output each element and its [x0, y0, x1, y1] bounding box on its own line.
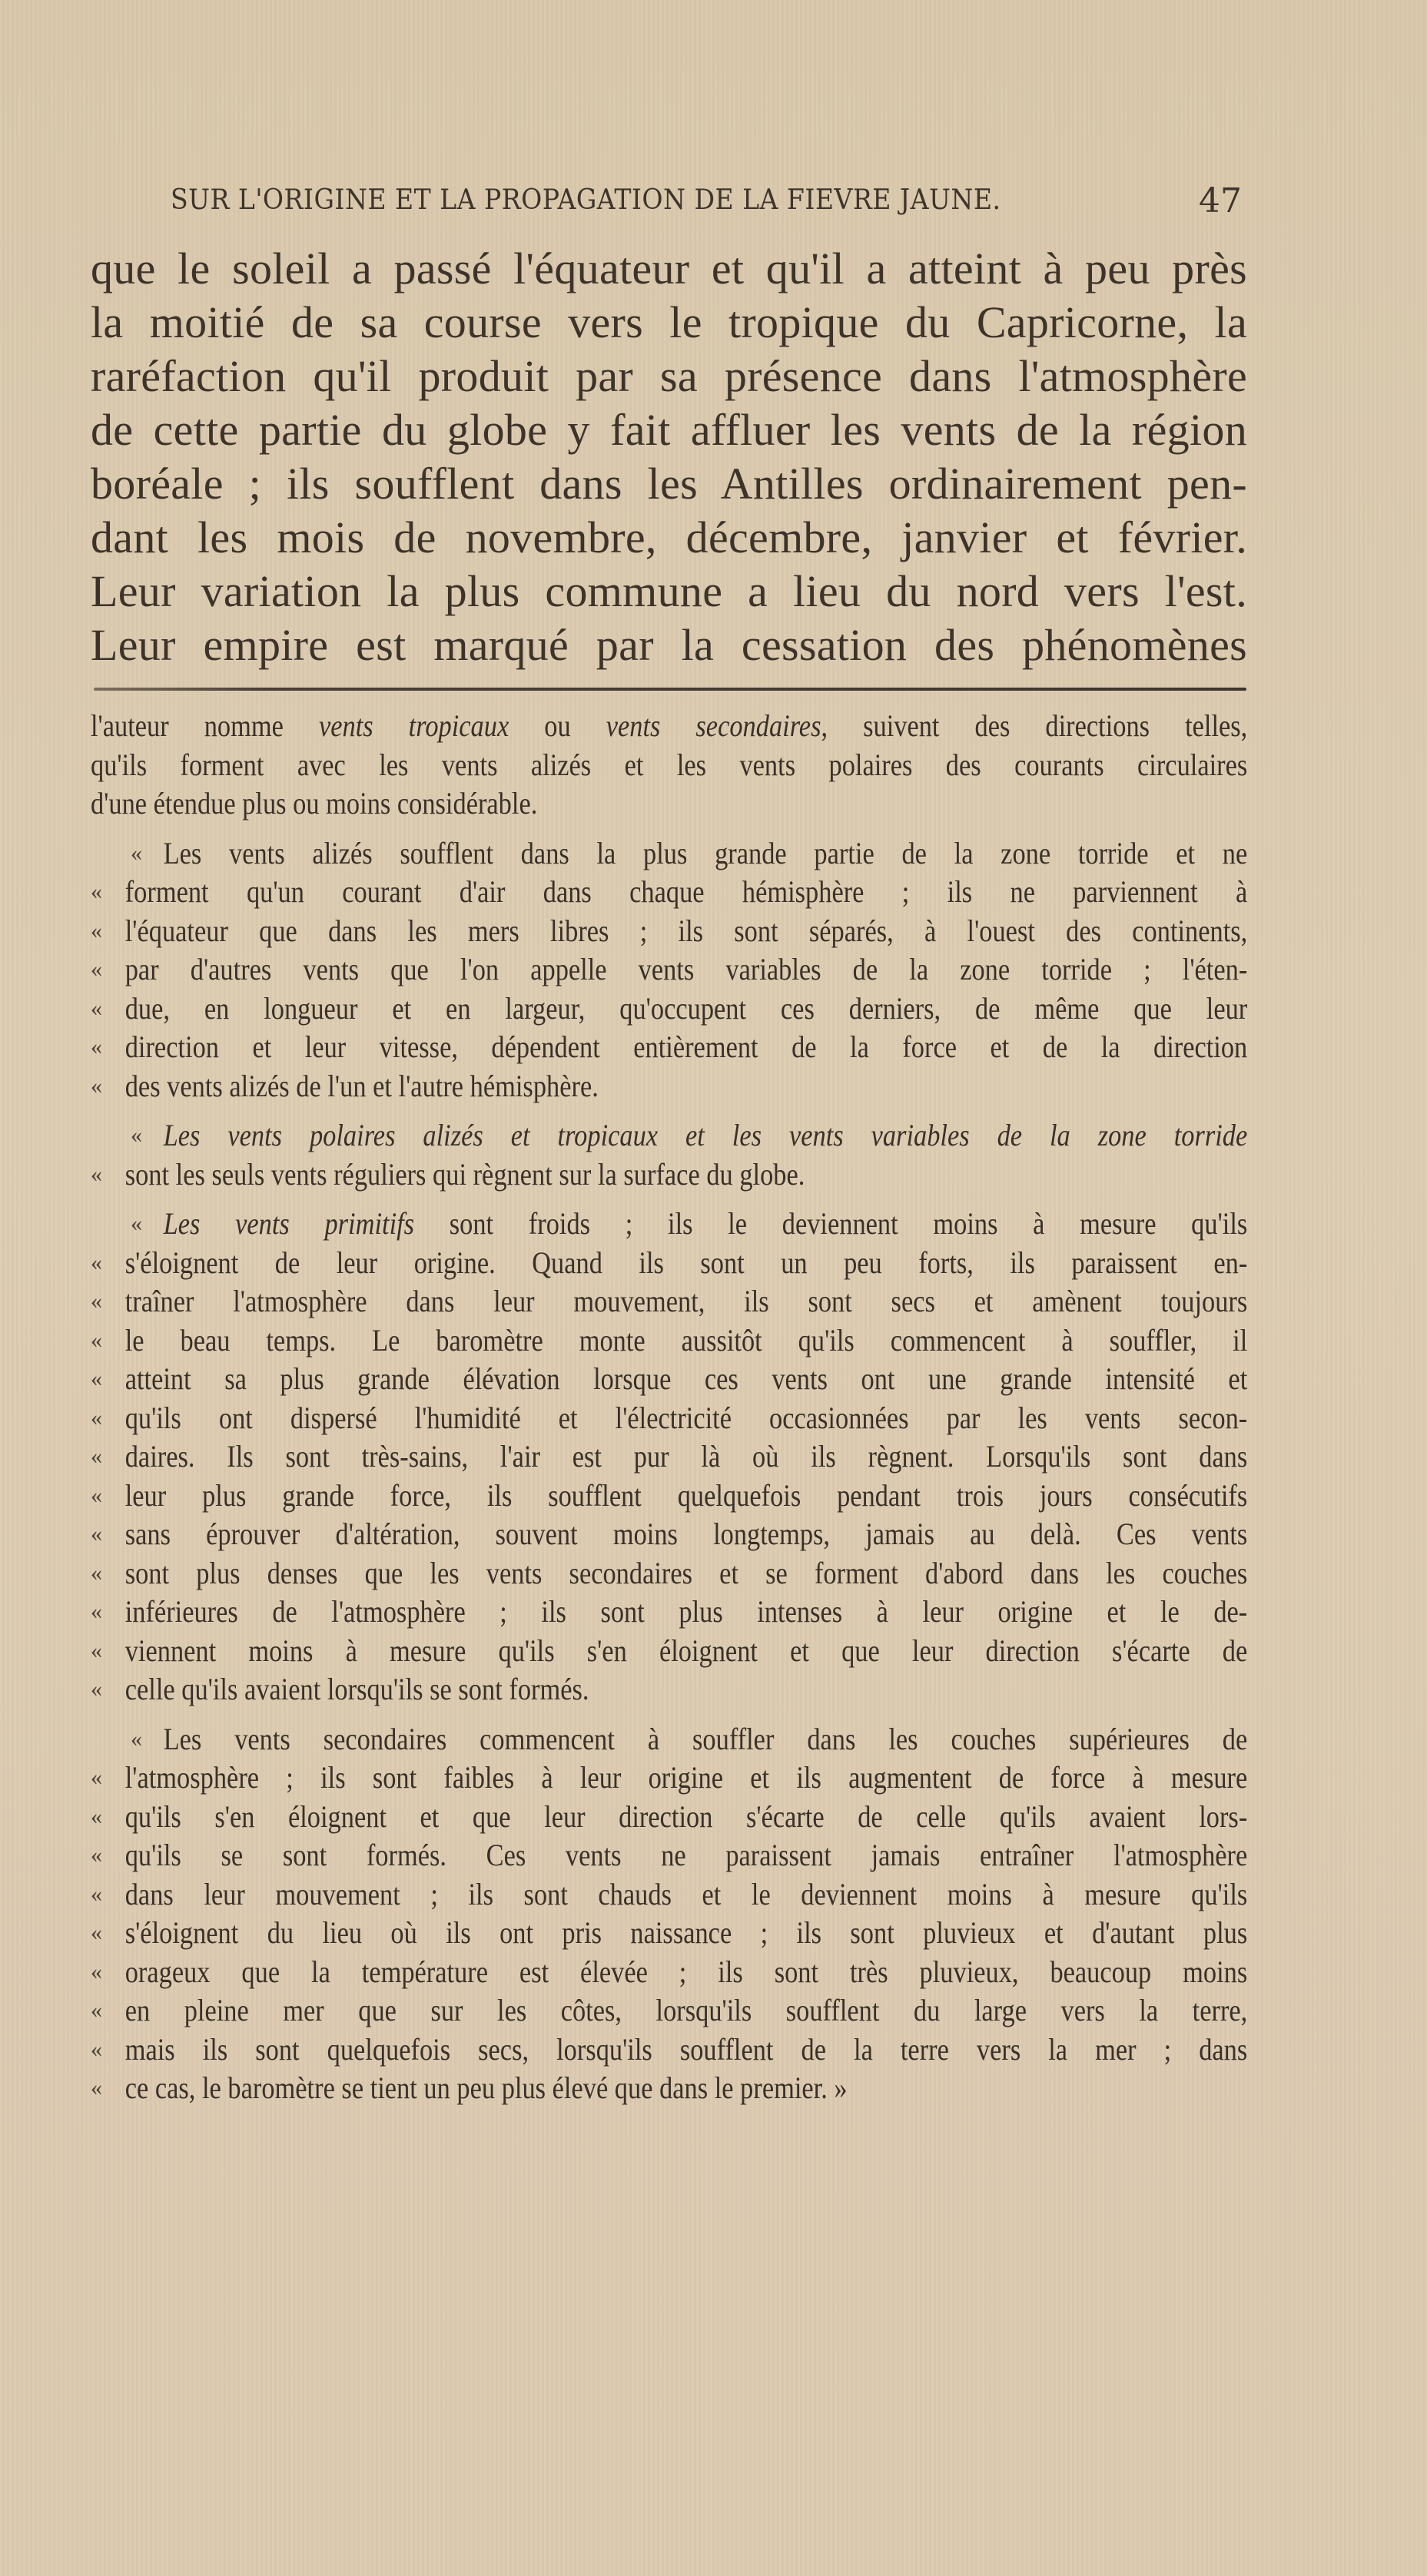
- guillemet-quote-mark: «: [91, 1958, 102, 1984]
- footnote-line: [91, 1632, 1247, 1671]
- footnote-block: [91, 707, 1247, 2108]
- text-segment: Les vents secondaires commencent à souffler dans les couches supérieures de: [163, 1721, 1248, 1756]
- text-segment: l'équateur que dans les mers libres ; ils sont séparés, à l'ouest des continents,: [124, 913, 1248, 948]
- footnote-line-text: [91, 834, 1247, 874]
- guillemet-quote-mark: «: [91, 917, 102, 943]
- guillemet-quote-mark: «: [91, 1637, 102, 1663]
- footnote-line-text: [91, 1759, 1247, 1798]
- footnote-line: [91, 1116, 1247, 1155]
- footnote-line: [91, 1437, 1247, 1477]
- text-segment: sont plus denses que les vents secondaires et se forment d'abord dans les couches: [124, 1555, 1248, 1590]
- guillemet-quote-mark: «: [131, 840, 142, 866]
- footnote-line-text: [91, 1632, 1247, 1671]
- footnote-line-text: [91, 1116, 1247, 1155]
- main-text-line: de cette partie du globe y fait affluer les vents de la région: [91, 405, 1247, 455]
- footnote-line: [91, 1953, 1247, 1992]
- text-segment: ou: [509, 708, 606, 743]
- footnote-line: [91, 1205, 1247, 1244]
- footnote-line: [91, 1244, 1247, 1283]
- footnote-line-text: [91, 1914, 1247, 1953]
- footnote-line: [91, 1067, 1247, 1106]
- footnote-line: [91, 1593, 1247, 1632]
- footnote-line: [91, 1670, 1247, 1709]
- footnote-line: [91, 1515, 1247, 1554]
- footnote-line-text: [91, 1155, 1247, 1195]
- text-segment: dans leur mouvement ; ils sont chauds et le deviennent moins à mesure qu'ils: [124, 1876, 1248, 1911]
- text-segment: l'atmosphère ; ils sont faibles à leur origine et ils augmentent de force à mesure: [124, 1760, 1248, 1795]
- footnote-line: [91, 1991, 1247, 2031]
- text-segment: atteint sa plus grande élévation lorsque ces vents ont une grande intensité et: [124, 1361, 1248, 1396]
- italic-term: vents tropicaux: [318, 708, 509, 743]
- text-segment: due, en longueur et en largeur, qu'occupent ces derniers, de même que leur: [124, 990, 1248, 1026]
- footnote-line: [91, 1477, 1247, 1516]
- footnote-line: [91, 1399, 1247, 1438]
- footnote-line-text: [91, 1515, 1247, 1554]
- text-segment: leur plus grande force, ils soufflent quelquefois pendant trois jours consécutifs: [124, 1477, 1248, 1513]
- guillemet-quote-mark: «: [91, 1482, 102, 1508]
- footnote-line-text: [91, 1360, 1247, 1399]
- footnote-line-text: [91, 746, 1247, 785]
- footnote-line-text: [91, 1028, 1247, 1067]
- page-number: 47: [1199, 181, 1242, 220]
- guillemet-quote-mark: «: [91, 1881, 102, 1907]
- footnote-line-text: [91, 1554, 1247, 1593]
- text-segment: sans éprouver d'altération, souvent moins longtemps, jamais au delà. Ces vents: [124, 1517, 1248, 1551]
- footnote-line: [91, 2031, 1247, 2070]
- text-segment: traîner l'atmosphère dans leur mouvement, ils sont secs et amènent toujours: [124, 1284, 1248, 1318]
- footnote-line: [91, 784, 1247, 824]
- text-segment: des vents alizés de l'un et l'autre hémisphère.: [124, 1068, 599, 1103]
- guillemet-quote-mark: «: [91, 1034, 102, 1059]
- footnote-line-text: [91, 707, 1247, 746]
- text-segment: Les vents alizés soufflent dans la plus grande partie de la zone torride et ne: [163, 835, 1248, 870]
- footnote-line: [91, 1360, 1247, 1399]
- guillemet-quote-mark: «: [91, 1288, 102, 1314]
- guillemet-quote-mark: «: [91, 1327, 102, 1353]
- main-text-line: boréale ; ils soufflent dans les Antilles ordinairement pen-: [91, 459, 1247, 509]
- text-segment: inférieures de l'atmosphère ; ils sont plus intenses à leur origine et le de-: [124, 1594, 1248, 1629]
- guillemet-quote-mark: «: [91, 1997, 102, 2023]
- guillemet-quote-mark: «: [91, 995, 102, 1021]
- footnote-line-text: [91, 1836, 1247, 1875]
- footnote-line: [91, 1836, 1247, 1875]
- text-segment: sont froids ; ils le deviennent moins à mesure qu'ils: [414, 1206, 1248, 1241]
- footnote-line-text: [91, 912, 1247, 951]
- footnote-line-text: [91, 1437, 1247, 1477]
- main-text-line: dant les mois de novembre, décembre, janvier et février.: [91, 512, 1247, 562]
- guillemet-quote-mark: «: [91, 879, 102, 904]
- text-segment: celle qu'ils avaient lorsqu'ils se sont formés.: [124, 1672, 589, 1706]
- text-segment: en pleine mer que sur les côtes, lorsqu'ils soufflent du large vers la terre,: [124, 1993, 1248, 2027]
- guillemet-quote-mark: «: [91, 1842, 102, 1868]
- text-segment: mais ils sont quelquefois secs, lorsqu'ils soufflent de la terre vers la mer ; dans: [124, 2031, 1248, 2067]
- footnote-line-text: [91, 784, 1247, 824]
- footnote-line-text: [91, 1720, 1247, 1759]
- guillemet-quote-mark: «: [91, 1444, 102, 1469]
- footnote-line: [91, 2069, 1247, 2108]
- italic-term: vents secondaires: [606, 708, 821, 743]
- text-segment: ce cas, le baromètre se tient un peu plus élevé que dans le premier. »: [124, 2070, 848, 2105]
- footnote-line: [91, 1720, 1247, 1759]
- guillemet-quote-mark: «: [91, 1676, 102, 1702]
- main-text-line: raréfaction qu'il produit par sa présence dans l'atmosphère: [91, 351, 1247, 401]
- footnote-line: [91, 1282, 1247, 1321]
- footnote-line: [91, 1155, 1247, 1195]
- footnote-line: [91, 1914, 1247, 1953]
- guillemet-quote-mark: «: [91, 1366, 102, 1391]
- footnote-line-text: [91, 1798, 1247, 1837]
- guillemet-quote-mark: «: [91, 2075, 102, 2100]
- main-text-line: que le soleil a passé l'équateur et qu'il a atteint à peu près: [91, 244, 1247, 293]
- italic-term: Les vents polaires alizés et tropicaux et les vents variables de la zone torride: [163, 1118, 1248, 1152]
- text-segment: viennent moins à mesure qu'ils s'en éloignent et que leur direction s'écarte de: [124, 1633, 1248, 1668]
- footnote-separator-rule: [94, 688, 1246, 691]
- footnote-line-text: [91, 990, 1247, 1029]
- footnote-line: [91, 834, 1247, 874]
- footnote-line: [91, 950, 1247, 990]
- text-segment: d'une étendue plus ou moins considérable.: [91, 786, 538, 821]
- footnote-line-text: [91, 1321, 1247, 1361]
- footnote-line-text: [91, 1991, 1247, 2031]
- main-text-line: la moitié de sa course vers le tropique du Capricorne, la: [91, 297, 1247, 347]
- footnote-line-text: [91, 950, 1247, 990]
- footnote-line: [91, 707, 1247, 746]
- footnote-line: [91, 1554, 1247, 1593]
- guillemet-quote-mark: «: [91, 1599, 102, 1624]
- text-segment: s'éloignent de leur origine. Quand ils sont un peu forts, ils paraissent en-: [124, 1245, 1248, 1280]
- footnote-line: [91, 1798, 1247, 1837]
- footnote-line-text: [91, 873, 1247, 912]
- footnote-line-text: [91, 1593, 1247, 1632]
- guillemet-quote-mark: «: [91, 1765, 102, 1790]
- text-segment: qu'ils s'en éloignent et que leur direction s'écarte de celle qu'ils avaient lors-: [124, 1799, 1248, 1834]
- main-text-line: Leur variation la plus commune a lieu du nord vers l'est.: [91, 566, 1247, 616]
- footnote-line: [91, 1028, 1247, 1067]
- text-segment: qu'ils ont dispersé l'humidité et l'électricité occasionnées par les vents secon-: [124, 1400, 1248, 1435]
- footnote-line-text: [91, 1399, 1247, 1438]
- text-segment: qu'ils se sont formés. Ces vents ne paraissent jamais entraîner l'atmosphère: [124, 1838, 1248, 1872]
- main-text-block: [91, 242, 1247, 672]
- footnote-line-text: [91, 1067, 1247, 1106]
- footnote-line: [91, 912, 1247, 951]
- guillemet-quote-mark: «: [91, 1073, 102, 1099]
- footnote-line-text: [91, 2069, 1247, 2108]
- text-segment: forment qu'un courant d'air dans chaque hémisphère ; ils ne parviennent à: [124, 874, 1248, 909]
- guillemet-quote-mark: «: [131, 1211, 142, 1236]
- guillemet-quote-mark: «: [91, 1249, 102, 1275]
- footnote-line: [91, 1875, 1247, 1915]
- footnote-line: [91, 873, 1247, 912]
- guillemet-quote-mark: «: [91, 1920, 102, 1945]
- main-text-line: Leur empire est marqué par la cessation des phénomènes: [91, 620, 1247, 670]
- running-title: SUR L'ORIGINE ET LA PROPAGATION DE LA FIEVRE JAUNE.: [171, 184, 1001, 216]
- footnote-line: [91, 1759, 1247, 1798]
- text-segment: direction et leur vitesse, dépendent entièrement de la force et de la direction: [124, 1029, 1248, 1064]
- text-segment: sont les seuls vents réguliers qui règnent sur la surface du globe.: [124, 1156, 805, 1192]
- text-segment: orageux que la température est élevée ; ils sont très pluvieux, beaucoup moins: [124, 1954, 1248, 1989]
- text-segment: qu'ils forment avec les vents alizés et les vents polaires des courants circulaires: [91, 747, 1248, 782]
- text-segment: , suivent des directions telles,: [821, 708, 1248, 743]
- footnote-line-text: [91, 2031, 1247, 2070]
- guillemet-quote-mark: «: [91, 956, 102, 982]
- guillemet-quote-mark: «: [131, 1726, 142, 1752]
- guillemet-quote-mark: «: [131, 1122, 142, 1148]
- guillemet-quote-mark: «: [91, 1404, 102, 1431]
- guillemet-quote-mark: «: [91, 1803, 102, 1829]
- footnote-line-text: [91, 1953, 1247, 1992]
- italic-term: Les vents primitifs: [163, 1206, 415, 1241]
- text-segment: s'éloignent du lieu où ils ont pris naissance ; ils sont pluvieux et d'autant plus: [124, 1915, 1248, 1950]
- text-segment: l'auteur nomme: [91, 708, 319, 743]
- footnote-line-text: [91, 1875, 1247, 1915]
- guillemet-quote-mark: «: [91, 1560, 102, 1586]
- text-segment: daires. Ils sont très-sains, l'air est pur là où ils règnent. Lorsqu'ils sont dans: [124, 1439, 1248, 1474]
- guillemet-quote-mark: «: [91, 2036, 102, 2062]
- footnote-line: [91, 990, 1247, 1029]
- guillemet-quote-mark: «: [91, 1161, 102, 1187]
- footnote-line-text: [91, 1477, 1247, 1516]
- footnote-line: [91, 746, 1247, 785]
- text-segment: le beau temps. Le baromètre monte aussitôt qu'ils commencent à souffler, il: [124, 1322, 1248, 1358]
- footnote-line-text: [91, 1282, 1247, 1321]
- footnote-line-text: [91, 1670, 1247, 1709]
- footnote-line: [91, 1321, 1247, 1361]
- footnote-line-text: [91, 1244, 1247, 1283]
- guillemet-quote-mark: «: [91, 1521, 102, 1547]
- text-segment: par d'autres vents que l'on appelle vents variables de la zone torride ; l'éten-: [124, 952, 1248, 986]
- footnote-line-text: [91, 1205, 1247, 1244]
